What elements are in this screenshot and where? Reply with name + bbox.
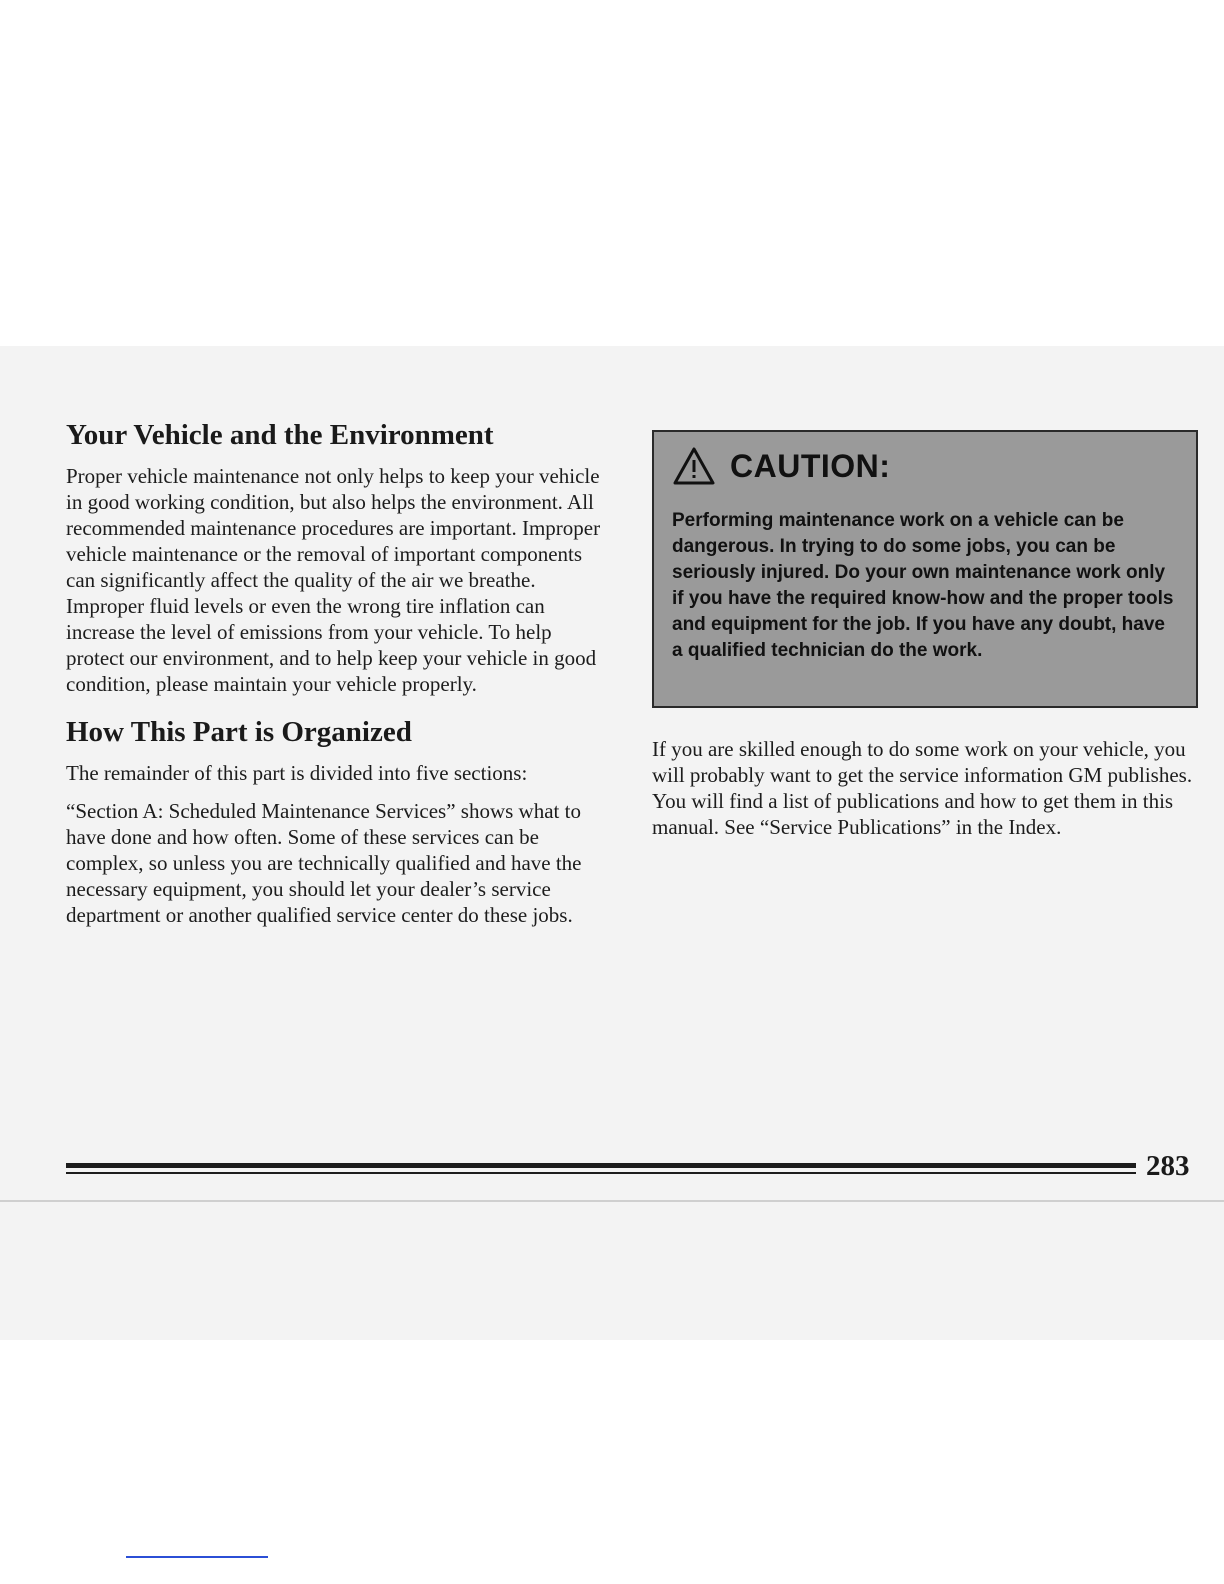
heading-part-organized: How This Part is Organized — [66, 715, 412, 748]
right-column — [652, 430, 1200, 852]
footer-rule-thin — [66, 1172, 1136, 1174]
page-number: 283 — [1146, 1150, 1190, 1182]
caution-box — [652, 430, 1198, 708]
caution-text: Performing maintenance work on a vehicle can be dangerous. In trying to do some jobs, you can be seriously injured. Do your own maintenance work only if you have the required know-how and the proper tools and equipment for the job. If you have any doubt, have a qualified technician do the work. — [672, 510, 1174, 661]
paragraph-section-a: “Section A: Scheduled Maintenance Services” shows what to have done and how often. Some of these services can be complex, so unless you are technically qualified and have the necessary equipment, you should let your dealer’s service department or another qualified service center do these jobs. — [66, 798, 582, 927]
paragraph-service-information: If you are skilled enough to do some work on your vehicle, you will probably want to get the service information GM publishes. You will find a list of publications and how to get them in this manual. See “Service Publications” in the Index. — [652, 737, 1193, 839]
heading-vehicle-environment: Your Vehicle and the Environment — [66, 419, 494, 451]
caution-header — [672, 446, 1178, 486]
paragraph-five-sections: The remainder of this part is divided into five sections: — [66, 760, 528, 785]
warning-triangle-icon — [672, 446, 716, 486]
left-column — [66, 418, 614, 940]
caution-title: CAUTION: — [730, 447, 891, 484]
paragraph-maintenance-environment: Proper vehicle maintenance not only helps to keep your vehicle in good working condition, but also helps the environment. All recommended maintenance procedures are important. Improper vehicle maintenance or the removal of important components can significantly affect the quality of the air we breathe. Improper fluid levels or even the wrong tire inflation can increase the level of emissions from your vehicle. To help protect our environment, and to help keep your vehicle in good condition, please maintain your vehicle properly. — [66, 463, 601, 696]
footer-rules — [66, 1163, 1136, 1174]
page-edge-divider — [0, 1200, 1224, 1202]
blue-underline — [126, 1556, 268, 1558]
footer-rule-thick — [66, 1163, 1136, 1168]
